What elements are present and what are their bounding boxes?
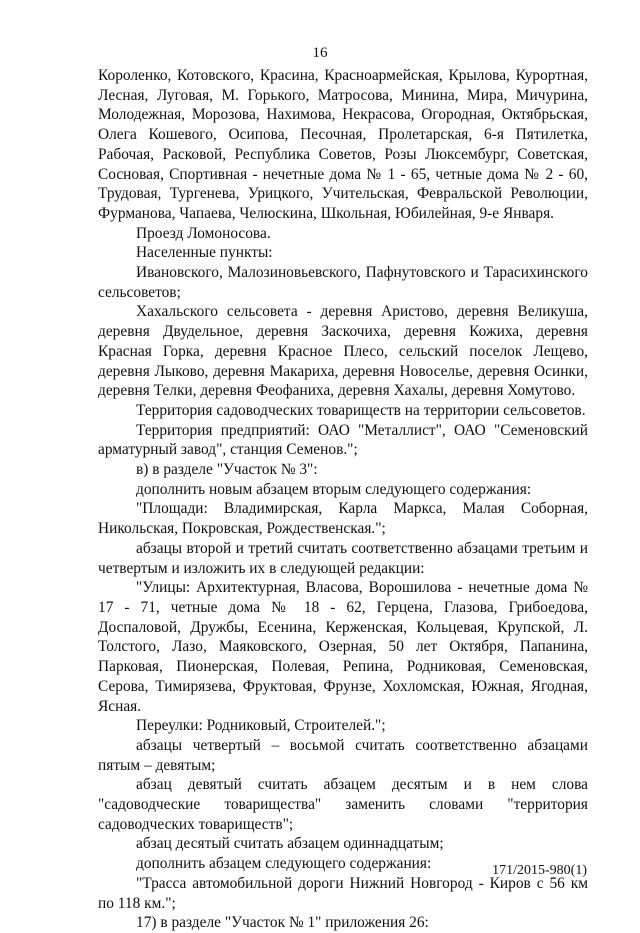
paragraph: Населенные пункты: <box>136 244 273 262</box>
paragraph: 17) в разделе "Участок № 1" приложения 26: <box>136 914 429 932</box>
paragraph: абзацы второй и третий считать соответственно абзацами третьим и четвертым и изложить их в следующей редакции: <box>98 539 588 577</box>
paragraph: Короленко, Котовского, Красина, Красноармейская, Крылова, Курортная, Лесная, Луговая, М. Горького, Матросова, Минина, Мира, Мичурина, Молодежная, Морозова, Нахимова, Некрасова, Огородная, Октябрьская, Олега Кошевого, Осипова, Песочная, Пролетарская, 6-я Пятилетка, Рабочая, Расковой, Республика Советов, Розы Люксембург, Советская, Сосновая, Спортивная - нечетные дома № 1 - 65, четные дома № 2 - 60, Трудовая, Тургенева, Урицкого, Учительская, Февральской Революции, Фурманова, Чапаева, Челюскина, Школьная, Юбилейная, 9-е Января. <box>98 67 588 222</box>
page-number: 16 <box>312 45 328 61</box>
paragraph: Территория садоводческих товариществ на территории сельсоветов. <box>136 401 586 419</box>
paragraph: Ивановского, Малозиновьевского, Пафнутовского и Тарасихинского сельсоветов; <box>98 264 588 301</box>
paragraph: "Трасса автомобильной дороги Нижний Новгород - Киров с 56 км по 118 км."; <box>98 874 588 912</box>
paragraph: абзацы четвертый – восьмой считать соответственно абзацами пятым – девятым; <box>98 736 588 774</box>
paragraph: дополнить абзацем следующего содержания: <box>136 855 432 873</box>
paragraph: Хахальского сельсовета - деревня Аристово, деревня Великуша, деревня Двудельное, деревня Заскочиха, деревня Кожиха, деревня Красная Горка, деревня Красное Плесо, сельский поселок Лещево, деревня Лыково, деревня Макариха, деревня Новоселье, деревня Осинки, деревня Телки, деревня Феофаниха, деревня Хахалы, деревня Хомутово. <box>98 303 588 400</box>
paragraph: абзац девятый считать абзацем десятым и в нем слова "садоводческие товарищества" заменить словами "территория садоводческих товариществ"; <box>98 776 588 833</box>
paragraph: в) в разделе "Участок № 3": <box>136 461 318 479</box>
paragraph: Территория предприятий: ОАО "Металлист", ОАО "Семеновский арматурный завод", станция Семенов."; <box>98 421 588 459</box>
paragraph: Проезд Ломоносова. <box>136 224 271 242</box>
paragraph: "Улицы: Архитектурная, Власова, Ворошилова - нечетные дома № 17 - 71, четные дома № 18 - 62, Герцена, Глазова, Грибоедова, Доспаловой, Дружбы, Есенина, Керженская, Кольцевая, Крупской, Л. Толстого, Лазо, Маяковского, Озерная, 50 лет Октября, Папанина, Парковая, Пионерская, Полевая, Репина, Родниковая, Семеновская, Серова, Тимирязева, Фруктовая, Фрунзе, Хохломская, Южная, Ягодная, Ясная. <box>98 579 588 715</box>
paragraph: Переулки: Родниковый, Строителей."; <box>136 717 386 735</box>
document-code: 171/2015-980(1) <box>492 863 587 878</box>
paragraph: дополнить новым абзацем вторым следующего содержания: <box>136 480 532 498</box>
paragraph: абзац десятый считать абзацем одиннадцатым; <box>136 835 444 853</box>
document-body <box>98 66 588 933</box>
paragraph: "Площади: Владимирская, Карла Маркса, Малая Соборная, Никольская, Покровская, Рождественская."; <box>98 500 588 538</box>
